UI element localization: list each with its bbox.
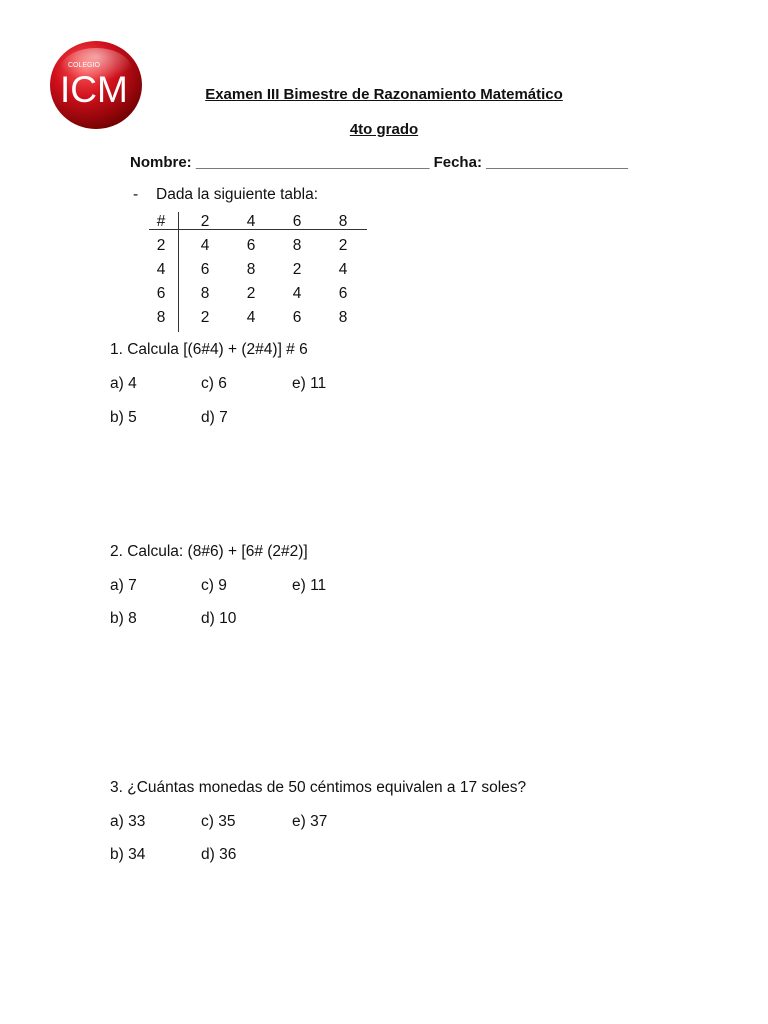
question-3-text: 3. ¿Cuántas monedas de 50 céntimos equivalen a 17 soles? [110, 779, 527, 796]
question-1-text: 1. Calcula [(6#4) + (2#4)] # 6 [110, 341, 308, 358]
table-cell: 4 [338, 261, 348, 278]
question-1-option-b: b) 5 [110, 409, 137, 426]
table-cell: 6 [338, 285, 348, 302]
question-2-option-e: e) 11 [292, 577, 327, 594]
question-3-option-e: e) 37 [292, 813, 328, 830]
operation-table [147, 210, 369, 334]
question-3-option-a: a) 33 [110, 813, 146, 830]
table-header-cell: 8 [338, 213, 348, 230]
question-1-option-d: d) 7 [201, 409, 228, 426]
table-cell: 2 [338, 237, 348, 254]
question-2-option-b: b) 8 [110, 610, 137, 627]
exam-title: Examen III Bimestre de Razonamiento Matemático [205, 86, 563, 103]
intro-text: Dada la siguiente tabla: [156, 186, 319, 203]
table-row-label: 8 [156, 309, 166, 326]
table-row-label: 4 [156, 261, 166, 278]
grade-label: 4to grado [349, 121, 419, 138]
table-row-label: 6 [156, 285, 166, 302]
table-cell: 6 [200, 261, 210, 278]
question-3-option-b: b) 34 [110, 846, 146, 863]
table-cell: 4 [292, 285, 302, 302]
table-column-rule [178, 212, 179, 332]
table-cell: 4 [200, 237, 210, 254]
question-2-text: 2. Calcula: (8#6) + [6# (2#2)] [110, 543, 308, 560]
question-2-option-c: c) 9 [201, 577, 227, 594]
school-logo [49, 40, 143, 130]
table-header-cell: # [156, 213, 166, 230]
table-cell: 2 [246, 285, 256, 302]
question-1-option-a: a) 4 [110, 375, 137, 392]
table-header-cell: 2 [200, 213, 210, 230]
question-3-option-d: d) 36 [201, 846, 237, 863]
logo-big-text: ICM [60, 69, 128, 110]
table-cell: 6 [246, 237, 256, 254]
logo-small-text: COLEGIO [68, 62, 100, 69]
table-cell: 4 [246, 309, 256, 326]
name-date-line: Nombre: ____________________________ Fecha: _________________ [130, 154, 628, 171]
table-cell: 8 [292, 237, 302, 254]
question-2-option-d: d) 10 [201, 610, 237, 627]
bullet-dash: - [133, 186, 139, 203]
question-3-option-c: c) 35 [201, 813, 236, 830]
table-intro [133, 186, 318, 204]
question-2-option-a: a) 7 [110, 577, 137, 594]
table-cell: 6 [292, 309, 302, 326]
table-header-cell: 4 [246, 213, 256, 230]
table-cell: 2 [200, 309, 210, 326]
table-cell: 8 [246, 261, 256, 278]
table-header-cell: 6 [292, 213, 302, 230]
table-cell: 8 [200, 285, 210, 302]
table-row-label: 2 [156, 237, 166, 254]
question-1-option-c: c) 6 [201, 375, 227, 392]
table-cell: 2 [292, 261, 302, 278]
question-1-option-e: e) 11 [292, 375, 327, 392]
table-cell: 8 [338, 309, 348, 326]
